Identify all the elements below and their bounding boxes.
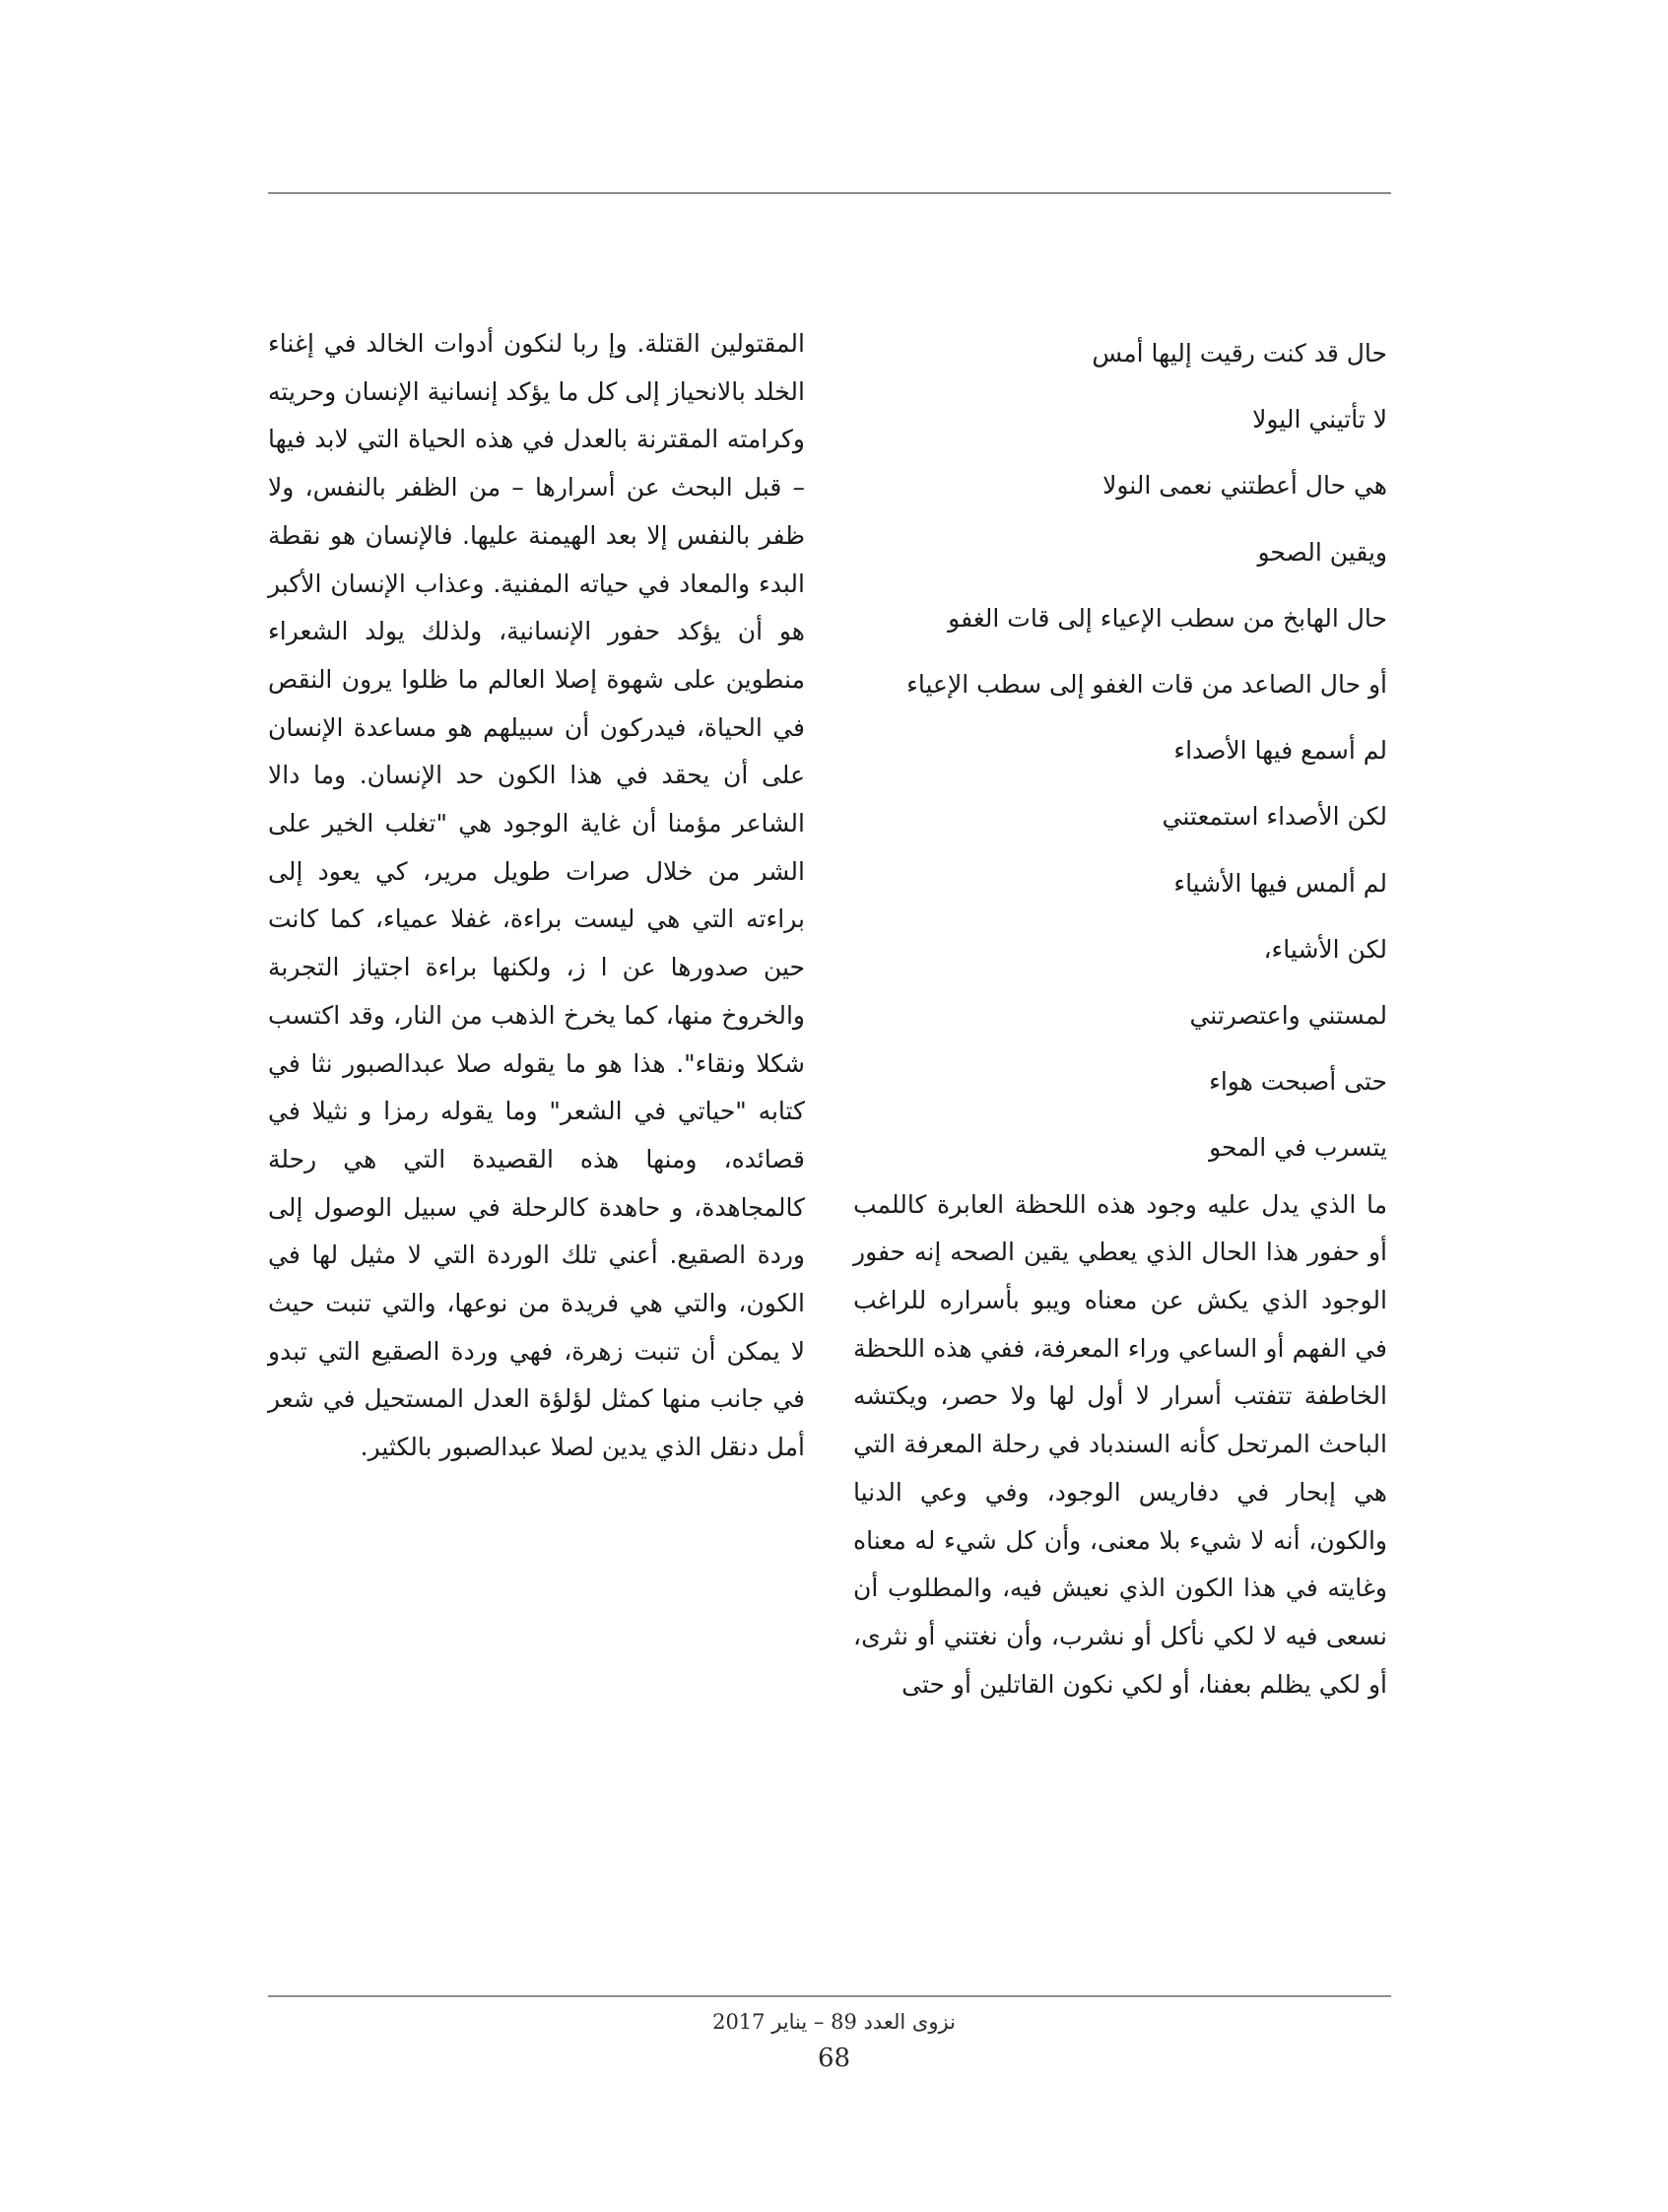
verse-line: لمستني واعتصرتني <box>1189 1001 1387 1031</box>
verse-line: حتى أصبحت هواء <box>1209 1067 1387 1097</box>
verse-line: يتسرب في المحو <box>1209 1133 1387 1163</box>
verse-line: حال الهابخ من سطب الإعياء إلى قات الغفو <box>948 603 1387 633</box>
verse-line: لم ألمس فيها الأشياء <box>1173 868 1387 898</box>
left-column <box>268 320 805 1472</box>
verse-line: لم أسمع فيها الأصداء <box>1173 736 1387 766</box>
top-rule <box>268 192 1391 194</box>
verse-line: لكن الأشياء، <box>1263 934 1387 964</box>
bottom-rule <box>268 1995 1391 1997</box>
verse-line: أو حال الصاعد من قات الغفو إلى سطب الإعياء <box>906 670 1387 700</box>
verse-line: لكن الأصداء استمعتني <box>1162 802 1387 832</box>
left-prose-paragraph: المقتولين القتلة. وإ ربا لنكون أدوات الخالد في إغناء الخلد بالانحياز إلى كل ما يؤكد إنسانية الإنسان وحريته وكرامته المقترنة بالعدل في هذه الحياة التي لابد فيها – قبل البحث عن أسرارها – من الظفر بالنفس، ولا ظفر بالنفس إلا بعد الهيمنة عليها. فالإنسان هو نقطة البدء والمعاد في حياته المفنية. وعذاب الإنسان الأكبر هو أن يؤكد حفور الإنسانية، ولذلك يولد الشعراء منطوين على شهوة إصلا العالم ما ظلوا يرون النقص في الحياة، فيدركون أن سبيلهم هو مساعدة الإنسان على أن يحقد في هذا الكون حد الإنسان. وما دالا الشاعر مؤمنا أن غاية الوجود هي "تغلب الخير على الشر من خلال صرات طويل مرير، كي يعود إلى براءته التي هي ليست براءة، غفلا عمياء، كما كانت حين صدورها عن ا ز، ولكنها براءة اجتياز التجربة والخروخ منها، كما يخرخ الذهب من النار، وقد اكتسب شكلا ونقاء". هذا هو ما يقوله صلا عبدالصبور نثا في كتابه "حياتي في الشعر" وما يقوله رمزا و نثيلا في قصائده، ومنها هذه القصيدة التي هي رحلة كالمجاهدة، و حاهدة كالرحلة في سبيل الوصول إلى وردة الصقيع. أعني تلك الوردة التي لا مثيل لها في الكون، والتي هي فريدة من نوعها، والتي تنبت حيث لا يمكن أن تنبت زهرة، فهي وردة الصقيع التي تبدو في جانب منها كمثل لؤلؤة العدل المستحيل في شعر أمل دنقل الذي يدين لصلا عبدالصبور بالكثير. <box>268 329 805 1462</box>
right-column <box>853 320 1387 1709</box>
poem-verse <box>853 320 1387 1181</box>
verse-line: حال قد كنت رقيت إليها أمس <box>1092 339 1387 368</box>
verse-line: ويقين الصحو <box>1257 537 1387 567</box>
page-number: 68 <box>817 2044 851 2073</box>
right-prose-paragraph: ما الذي يدل عليه وجود هذه اللحظة العابرة كاللمب أو حفور هذا الحال الذي يعطي يقين الصحه إنه حفور الوجود الذي يكش عن معناه ويبو بأسراره للراغب في الفهم أو الساعي وراء المعرفة، ففي هذه اللحظة الخاطفة تتفتب أسرار لا أول لها ولا حصر، ويكتشه الباحث المرتحل كأنه السندباد في رحلة المعرفة التي هي إبحار في دفاريس الوجود، وفي وعي الدنيا والكون، أنه لا شيء بلا معنى، وأن كل شيء له معناه وغايته في هذا الكون الذي نعيش فيه، والمطلوب أن نسعى فيه لا لكي نأكل أو نشرب، وأن نغتني أو نثرى، أو لكي يظلم بعفنا، أو لكي نكون القاتلين أو حتى <box>853 1189 1387 1699</box>
verse-line: لا تأتيني اليولا <box>1252 405 1387 435</box>
verse-line: هي حال أعطتني نعمى النولا <box>1102 471 1387 501</box>
footer-issue-label: نزوى العدد 89 – يناير 2017 <box>712 2010 956 2034</box>
